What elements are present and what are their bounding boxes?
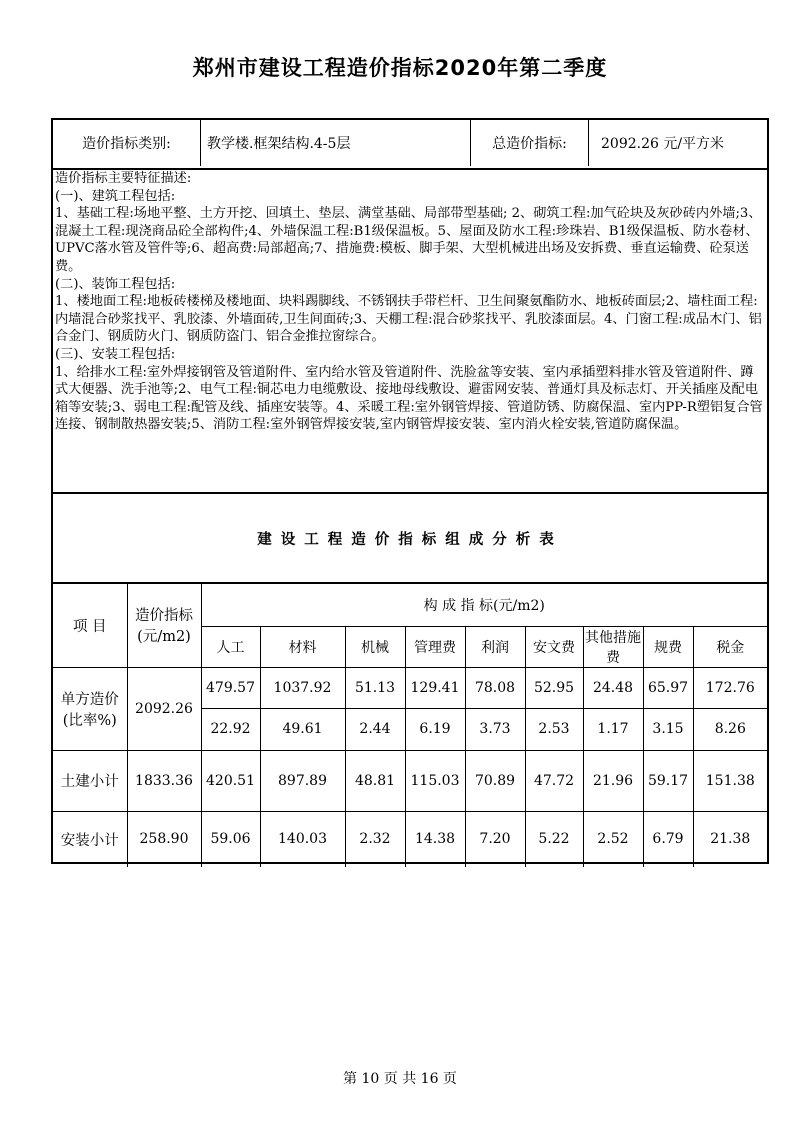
table-row [53,667,767,708]
table-cell: 2.44 [345,708,405,750]
table-cell: 172.76 [693,667,767,708]
table-cell: 5.22 [525,811,583,867]
col-header: 人工 [201,626,260,667]
table-cell: 151.38 [693,750,767,811]
page-footer: 第 10 页 共 16 页 [343,1071,457,1087]
table-cell: 2.32 [345,811,405,867]
row-label: 土建小计 [53,750,127,811]
table-cell: 49.61 [260,708,345,750]
total-label: 总造价指标: [471,120,589,166]
col-header: 利润 [465,626,525,667]
page-title: 郑州市建设工程造价指标2020年第二季度 [192,56,608,80]
table-cell: 897.89 [260,750,345,811]
feature-description [53,168,767,494]
table-row [53,811,767,867]
section-heading-installation: (三)、安装工程包括: [55,346,176,362]
col-header: 材料 [260,626,345,667]
row-label: 安装小计 [53,811,127,867]
category-value: 教学楼.框架结构.4-5层 [201,120,471,166]
table-cell: 59.06 [201,811,260,867]
row-total: 1833.36 [127,750,201,811]
table-cell: 129.41 [405,667,465,708]
row-total: 258.90 [127,811,201,867]
table-cell: 48.81 [345,750,405,811]
section-text-building: 1、基础工程:场地平整、土方开挖、回填土、垫层、满堂基础、局部带型基础; 2、砌筑工程:加气砼块及灰砂砖内外墙;3、混凝土工程:现浇商品砼全部构件;4、外墙保温工程:B1级保温板。5、屋面及防水工程:珍珠岩、B1级保温板、防水卷材、UPVC落水管及管件等;6、超高费:局部超高;7、措施费:模板、脚手架、大型机械进出场及安拆费、垂直运输费、砼泵送费。 [55,206,762,274]
table-cell: 2.52 [583,811,643,867]
section-text-installation: 1、给排水工程:室外焊接钢管及管道附件、室内给水管及管道附件、洗脸盆等安装、室内承插塑料排水管及管道附件、蹲式大便器、洗手池等;2、电气工程:铜芯电力电缆敷设、接地母线敷设、避雷网安装、普通灯具及标志灯、开关插座及配电箱等安装;3、弱电工程:配管及线、插座安装等。4、采暖工程:室外钢管焊接、管道防锈、防腐保温、室内PP-R塑铝复合管连接、钢制散热器安装;5、消防工程:室外钢管焊接安装,室内钢管焊接安装、室内消火栓安装,管道防腐保温。 [55,364,763,433]
table-cell: 6.19 [405,708,465,750]
composition-group-header: 构 成 指 标(元/m2) [201,584,767,626]
table-cell: 47.72 [525,750,583,811]
table-cell: 70.89 [465,750,525,811]
table-cell: 24.48 [583,667,643,708]
table-cell: 1037.92 [260,667,345,708]
description-heading: 造价指标主要特征描述: [55,171,192,186]
col-header: 安文费 [525,626,583,667]
table-cell: 22.92 [201,708,260,750]
table-title: 建设工程造价指标组成分析表 [53,494,767,584]
table-cell: 51.13 [345,667,405,708]
table-cell: 21.38 [693,811,767,867]
table-cell: 65.97 [643,667,693,708]
row-label: 单方造价(比率%) [53,667,127,750]
col-header: 其他措施费 [583,626,643,667]
table-cell: 7.20 [465,811,525,867]
table-cell: 3.15 [643,708,693,750]
table-cell: 479.57 [201,667,260,708]
index-header: 造价指标(元/m2) [127,584,201,667]
item-header: 项 目 [53,584,127,667]
col-header: 规费 [643,626,693,667]
index-sheet [51,118,769,864]
col-header: 机械 [345,626,405,667]
table-cell: 59.17 [643,750,693,811]
table-cell: 115.03 [405,750,465,811]
composition-table [53,584,767,867]
total-value: 2092.26 元/平方米 [601,136,725,152]
col-header: 管理费 [405,626,465,667]
table-cell: 1.17 [583,708,643,750]
header-row [53,120,767,170]
table-cell: 6.79 [643,811,693,867]
section-heading-decoration: (二)、装饰工程包括: [55,276,176,292]
table-cell: 3.73 [465,708,525,750]
table-cell: 420.51 [201,750,260,811]
section-heading-building: (一)、建筑工程包括: [55,188,176,204]
table-row [53,750,767,811]
section-text-decoration: 1、楼地面工程:地板砖楼梯及楼地面、块料踢脚线、不锈钢扶手带栏杆、卫生间聚氨酯防水、地板砖面层;2、墙柱面工程:内墙混合砂浆找平、乳胶漆、外墙面砖,卫生间面砖;3、天棚工程:混合砂浆找平、乳胶漆面层。4、门窗工程:成品木门、铝合金门、钢质防火门、钢质防盗门、铝合金推拉窗综合。 [55,294,762,345]
table-cell: 2.53 [525,708,583,750]
category-label: 造价指标类别: [53,120,201,166]
col-header: 税金 [693,626,767,667]
table-cell: 14.38 [405,811,465,867]
table-cell: 140.03 [260,811,345,867]
table-cell: 21.96 [583,750,643,811]
table-cell: 52.95 [525,667,583,708]
row-total: 2092.26 [127,667,201,750]
table-cell: 78.08 [465,667,525,708]
table-cell: 8.26 [693,708,767,750]
